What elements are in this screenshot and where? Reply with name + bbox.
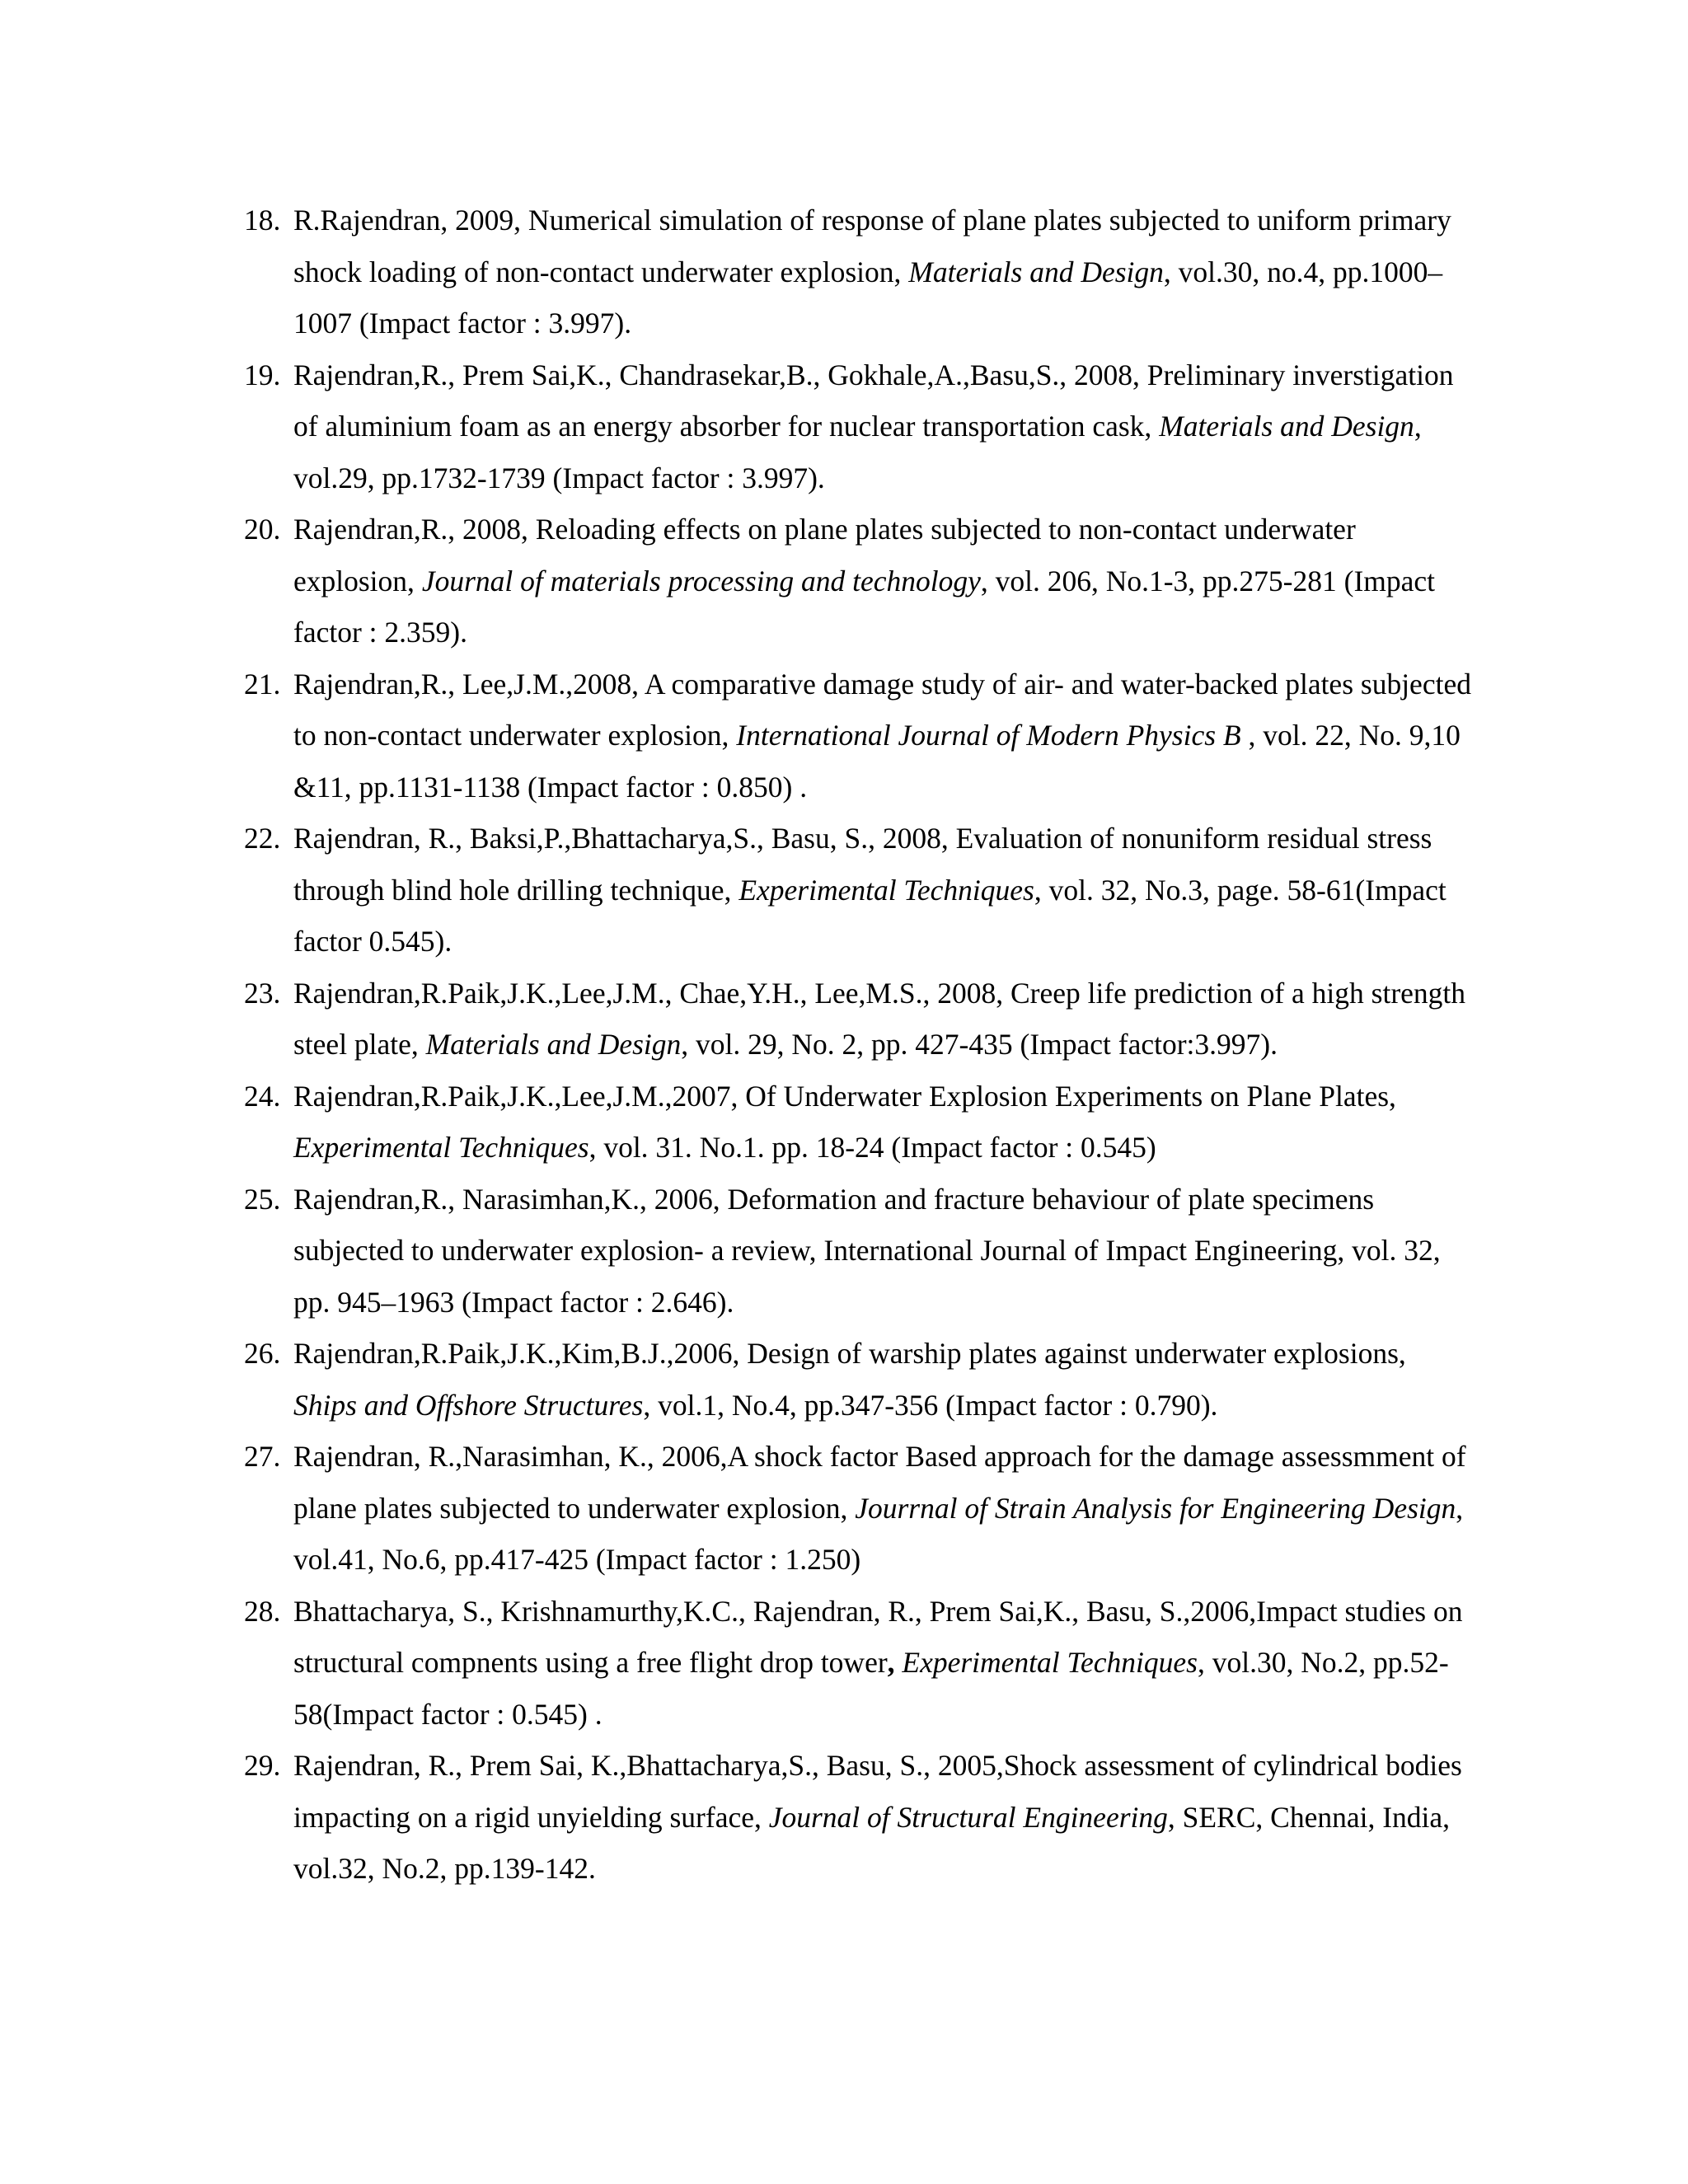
reference-text <box>293 813 1472 968</box>
reference-segment: , vol.1, No.4, pp.347-356 (Impact factor : 0.790). <box>643 1388 1218 1422</box>
reference-segment: , vol. 29, No. 2, pp. 427-435 (Impact factor:3.997). <box>681 1028 1278 1061</box>
reference-segment: , SERC, Chennai, India, vol.32, No.2, pp.139-142. <box>293 1800 1451 1885</box>
reference-number: 24. <box>244 1079 281 1113</box>
reference-item <box>244 1740 1472 1895</box>
reference-number: 23. <box>244 976 281 1010</box>
reference-item <box>244 1431 1472 1586</box>
reference-text <box>293 1740 1472 1895</box>
reference-text <box>293 194 1472 349</box>
reference-text <box>293 968 1472 1071</box>
reference-item <box>244 813 1472 968</box>
reference-segment: Rajendran,R., Narasimhan,K., 2006, Deformation and fracture behaviour of plate specimens subjected to underwater explosion- a review, International Journal of Impact Engineering, vol. 32, pp. 945–1963 (Impact factor : 2.646). <box>293 1182 1441 1319</box>
reference-number: 22. <box>244 822 281 855</box>
reference-number: 26. <box>244 1337 281 1370</box>
journal-title: Materials and Design <box>1159 410 1414 443</box>
journal-title: Journal of Structural Engineering <box>768 1800 1168 1834</box>
reference-segment: Rajendran,R., 2008, Reloading effects on plane plates subjected to non-contact underwater explosion, <box>293 513 1356 598</box>
reference-segment: Rajendran, R., Prem Sai, K.,Bhattacharya,S., Basu, S., 2005,Shock assessment of cylindrical bodies impacting on a rigid unyielding surface, <box>293 1749 1462 1834</box>
reference-text <box>293 1328 1472 1431</box>
reference-segment: Rajendran,R.Paik,J.K.,Lee,J.M., Chae,Y.H., Lee,M.S., 2008, Creep life prediction of a high strength steel plate, <box>293 976 1466 1061</box>
journal-title: Ships and Offshore Structures <box>293 1388 644 1422</box>
reference-item <box>244 968 1472 1071</box>
reference-text <box>293 658 1472 813</box>
reference-number: 28. <box>244 1594 281 1628</box>
journal-title: Journal of materials processing and technology <box>421 564 981 598</box>
journal-title: Materials and Design <box>425 1028 682 1061</box>
reference-segment: , vol.29, pp.1732-1739 (Impact factor : 3.997). <box>293 410 1422 494</box>
reference-segment: Rajendran,R., Prem Sai,K., Chandrasekar,B., Gokhale,A.,Basu,S., 2008, Preliminary inverstigation of aluminium foam as an energy absorber for nuclear transportation cask, <box>293 358 1454 443</box>
reference-item <box>244 1174 1472 1329</box>
reference-segment: Rajendran, R.,Narasimhan, K., 2006,A shock factor Based approach for the damage assessmment of plane plates subjected to underwater explosion, <box>293 1440 1466 1525</box>
reference-text <box>293 1586 1472 1741</box>
journal-title: International Journal of Modern Physics B <box>736 719 1241 752</box>
reference-segment: Rajendran, R., Baksi,P.,Bhattacharya,S., Basu, S., 2008, Evaluation of nonuniform residual stress through blind hole drilling technique, <box>293 822 1432 907</box>
reference-number: 27. <box>244 1440 281 1473</box>
reference-segment: Rajendran,R.Paik,J.K.,Lee,J.M.,2007, Of Underwater Explosion Experiments on Plane Plates, <box>293 1079 1396 1113</box>
journal-title: Experimental Techniques <box>738 873 1034 907</box>
reference-segment: , vol.41, No.6, pp.417-425 (Impact factor : 1.250) <box>293 1491 1464 1576</box>
reference-number: 19. <box>244 358 281 391</box>
reference-number: 29. <box>244 1749 281 1782</box>
reference-segment: Rajendran,R.Paik,J.K.,Kim,B.J.,2006, Design of warship plates against underwater explosions, <box>293 1337 1406 1370</box>
reference-number: 25. <box>244 1182 281 1216</box>
reference-item <box>244 194 1472 349</box>
reference-item <box>244 658 1472 813</box>
reference-text <box>293 1071 1472 1174</box>
reference-item <box>244 1586 1472 1741</box>
reference-item <box>244 504 1472 658</box>
reference-item <box>244 1071 1472 1174</box>
journal-title: Experimental Techniques <box>293 1131 589 1164</box>
reference-item <box>244 349 1472 504</box>
reference-text <box>293 349 1472 504</box>
reference-number: 20. <box>244 513 281 546</box>
reference-number: 21. <box>244 667 281 701</box>
reference-number: 18. <box>244 204 281 237</box>
reference-segment: , <box>887 1646 895 1679</box>
reference-segment: , vol.30, No.2, pp.52-58(Impact factor : 0.545) . <box>293 1646 1449 1731</box>
reference-text <box>293 1174 1472 1329</box>
journal-title: Jourrnal of Strain Analysis for Engineering Design <box>855 1491 1456 1525</box>
reference-text <box>293 504 1472 658</box>
reference-list <box>244 194 1472 1895</box>
reference-segment: , vol.30, no.4, pp.1000–1007 (Impact factor : 3.997). <box>293 255 1443 340</box>
journal-title: Materials and Design <box>908 255 1164 288</box>
reference-segment: Bhattacharya, S., Krishnamurthy,K.C., Rajendran, R., Prem Sai,K., Basu, S.,2006,Impact studies on structural compnents using a free flight drop tower <box>293 1594 1463 1679</box>
journal-title: Experimental Techniques <box>902 1646 1198 1679</box>
reference-segment: Rajendran,R., Lee,J.M.,2008, A comparative damage study of air- and water-backed plates subjected to non-contact underwater explosion, <box>293 667 1471 752</box>
reference-segment: , vol. 32, No.3, page. 58-61(Impact factor 0.545). <box>293 873 1447 958</box>
reference-text <box>293 1431 1472 1586</box>
reference-segment: , vol. 31. No.1. pp. 18-24 (Impact factor : 0.545) <box>588 1131 1156 1164</box>
reference-segment: R.Rajendran, 2009, Numerical simulation of response of plane plates subjected to uniform primary shock loading of non-contact underwater explosion, <box>293 204 1451 288</box>
reference-item <box>244 1328 1472 1431</box>
reference-segment: , vol. 206, No.1-3, pp.275-281 (Impact factor : 2.359). <box>293 564 1436 649</box>
reference-segment: , vol. 22, No. 9,10 &11, pp.1131-1138 (Impact factor : 0.850) . <box>293 719 1461 804</box>
